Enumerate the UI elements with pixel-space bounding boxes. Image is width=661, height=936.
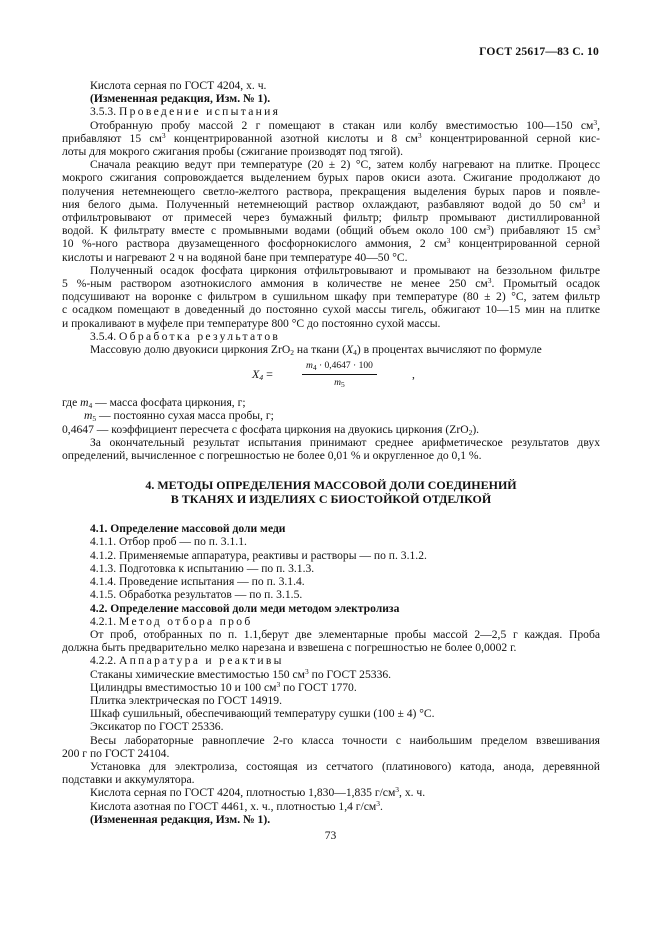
- equipment-line: Установка для электролиза, состоящая из сетчатого (платинового) катода, анода, деревянной: [90, 759, 600, 773]
- page-header: ГОСТ 25617—83 С. 10: [479, 45, 599, 58]
- equipment-line: Кислота азотная по ГОСТ 4461, х. ч., плотностью 1,4 $г/см^3$.: [90, 798, 383, 813]
- equipment-line: 200 г по ГОСТ 24104.: [62, 746, 170, 760]
- equipment-line: Цилиндры вместимостью 10 и 100 $см^3$ по ГОСТ 1770.: [90, 679, 357, 694]
- subsection-heading: 3.5.4. Обработка результатов: [90, 329, 281, 343]
- paragraph-line: и прокаливают в муфеле при температуре 800 °С до постоянно сухой массы.: [62, 316, 441, 330]
- equipment-line: Весы лабораторные равноплечие 2-го класса точности с наибольшим пределом взвешивания: [90, 733, 600, 747]
- text-line: Кислота серная по ГОСТ 4204, х. ч.: [90, 79, 267, 92]
- paragraph-line: мокрого сжигания сопровождается выделением бурых паров окиси азота. Сжигание продолжают до: [62, 171, 600, 185]
- document-body: [62, 79, 600, 826]
- paragraph-line: отфильтровывают от примесей через бумажный фильтр; фильтр промывают дистиллированной: [62, 211, 600, 225]
- paragraph-line: прибавляют 15 $см^3$ концентрированной азотной кислоты и 8 $см^3$ концентрированной серной кис-: [62, 130, 600, 145]
- paragraph-line: водой. К фильтрату вместе с промывными водами (общий объем около 100 $см^3$) прибавляют 15 $см^3$: [62, 223, 600, 238]
- clause-line: 4.1.4. Проведение испытания — по п. 3.1.4.: [90, 575, 305, 589]
- paragraph-line: За окончательный результат испытания принимают среднее арифметическое результатов двух: [90, 435, 600, 449]
- legend-line: 0,4647 — коэффициент пересчета с фосфата циркония на двуокись циркония (ZrO$_2$).: [62, 422, 480, 437]
- equipment-line: подставки и аккумулятора.: [62, 773, 195, 787]
- clause-line: 4.1.5. Обработка результатов — по п. 3.1.5.: [90, 588, 303, 602]
- paragraph-line: 10 %-ного раствора двузамещенного фосфорнокислого аммония, 2 $см^3$ концентрированной серной: [62, 236, 600, 251]
- legend-line: где $m_4$ — масса фосфата циркония, г;: [62, 396, 246, 411]
- equipment-line: Плитка электрическая по ГОСТ 14919.: [90, 693, 282, 707]
- legend-line: $m_5$ — постоянно сухая масса пробы, г;: [84, 409, 274, 424]
- paragraph-line: ния белого дыма. Полученный нетемнеющий раствор охлаждают, разбавляют водой до 50 $см^3$ и: [62, 196, 600, 211]
- paragraph-line: Отобранную пробу массой 2 г помещают в стакан или колбу вместимостью 100—150 $см^3$,: [90, 117, 600, 132]
- clause-line: 4.1.1. Отбор проб — по п. 3.1.1.: [90, 535, 247, 549]
- equipment-line: Шкаф сушильный, обеспечивающий температуру сушки (100 ± 4) °С.: [90, 707, 435, 721]
- subsection-heading: 3.5.3. Проведение испытания: [90, 105, 281, 119]
- equipment-line: Стаканы химические вместимостью 150 $см^3$ по ГОСТ 25336.: [90, 666, 392, 681]
- clause-heading: 4.2. Определение массовой доли меди методом электролиза: [90, 601, 400, 615]
- formula-comma: ,: [412, 368, 415, 382]
- clause-line: 4.1.3. Подготовка к испытанию — по п. 3.1.3.: [90, 561, 315, 575]
- formula-lhs: $X_4$ =: [252, 367, 273, 383]
- equipment-line: Кислота серная по ГОСТ 4204, плотностью 1,830—1,835 $г/см^3$, х. ч.: [90, 785, 426, 800]
- amendment-note: (Измененная редакция, Изм. № 1).: [90, 812, 271, 826]
- paragraph-line: Массовую долю двуокиси циркония ZrO$_2$ на ткани $(X_4)$ в процентах вычисляют по формуле: [90, 343, 542, 358]
- formula-numerator: $m_4 \cdot 0,4647 \cdot 100$: [302, 360, 377, 375]
- amendment-note: (Измененная редакция, Изм. № 1).: [90, 92, 271, 106]
- clause-line: 4.1.2. Применяемые аппаратура, реактивы и растворы — по п. 3.1.2.: [90, 548, 427, 562]
- paragraph-line: лоты для мокрого сжигания пробы (сжигание производят под тягой).: [62, 145, 404, 159]
- paragraph-line: с осадком помещают в доведенный до постоянно сухой массы тигель, обжигают 10—15 мин на плитке: [62, 303, 600, 317]
- section-title: 4. МЕТОДЫ ОПРЕДЕЛЕНИЯ МАССОВОЙ ДОЛИ СОЕДИНЕНИЙ В ТКАНЯХ И ИЗДЕЛИЯХ С БИОСТОЙКОЙ ОТДЕЛКОЙ: [145, 478, 517, 507]
- paragraph-line: 5 %-ным раствором азотнокислого аммония в количестве не менее 250 $см^3$. Промытый осадок: [62, 276, 600, 291]
- clause-heading: 4.1. Определение массовой доли меди: [90, 522, 286, 536]
- paragraph-line: подсушивают на воронке с фильтром в сушильном шкафу при температуре (80 ± 2) °С, затем фильтр: [62, 290, 600, 304]
- formula-denominator: $m_5$: [334, 378, 345, 390]
- subsection-heading: 4.2.1. Метод отбора проб: [90, 614, 253, 628]
- paragraph-line: получения нетемнеющего светло-желтого раствора, прекращения выделения бурых паров и появле-: [62, 184, 600, 198]
- paragraph-line: должна быть предварительно мелко нарезана и взвешена с погрешностью не более 0,0002 г.: [62, 641, 517, 655]
- paragraph-line: Полученный осадок фосфата циркония отфильтровывают и промывают на беззольном фильтре: [90, 263, 600, 277]
- paragraph-line: кислоты и нагревают 2 ч на водяной бане при температуре 40—50 °С.: [62, 250, 408, 264]
- equipment-line: Эксикатор по ГОСТ 25336.: [90, 720, 224, 734]
- page-number: 73: [324, 829, 337, 842]
- paragraph-line: Сначала реакцию ведут при температуре (20 ± 2) °С, затем колбу нагревают на плитке. Процесс: [90, 158, 600, 172]
- formula-fraction: [302, 360, 377, 390]
- formula: [62, 358, 600, 392]
- paragraph-line: определений, вычисленное с погрешностью не более 0,01 % и округленное до 0,1 %.: [62, 449, 482, 463]
- paragraph-line: От проб, отобранных по п. 1.1,берут две элементарные пробы массой 2—2,5 г каждая. Проба: [90, 627, 600, 641]
- subsection-heading: 4.2.2. Аппаратура и реактивы: [90, 654, 284, 668]
